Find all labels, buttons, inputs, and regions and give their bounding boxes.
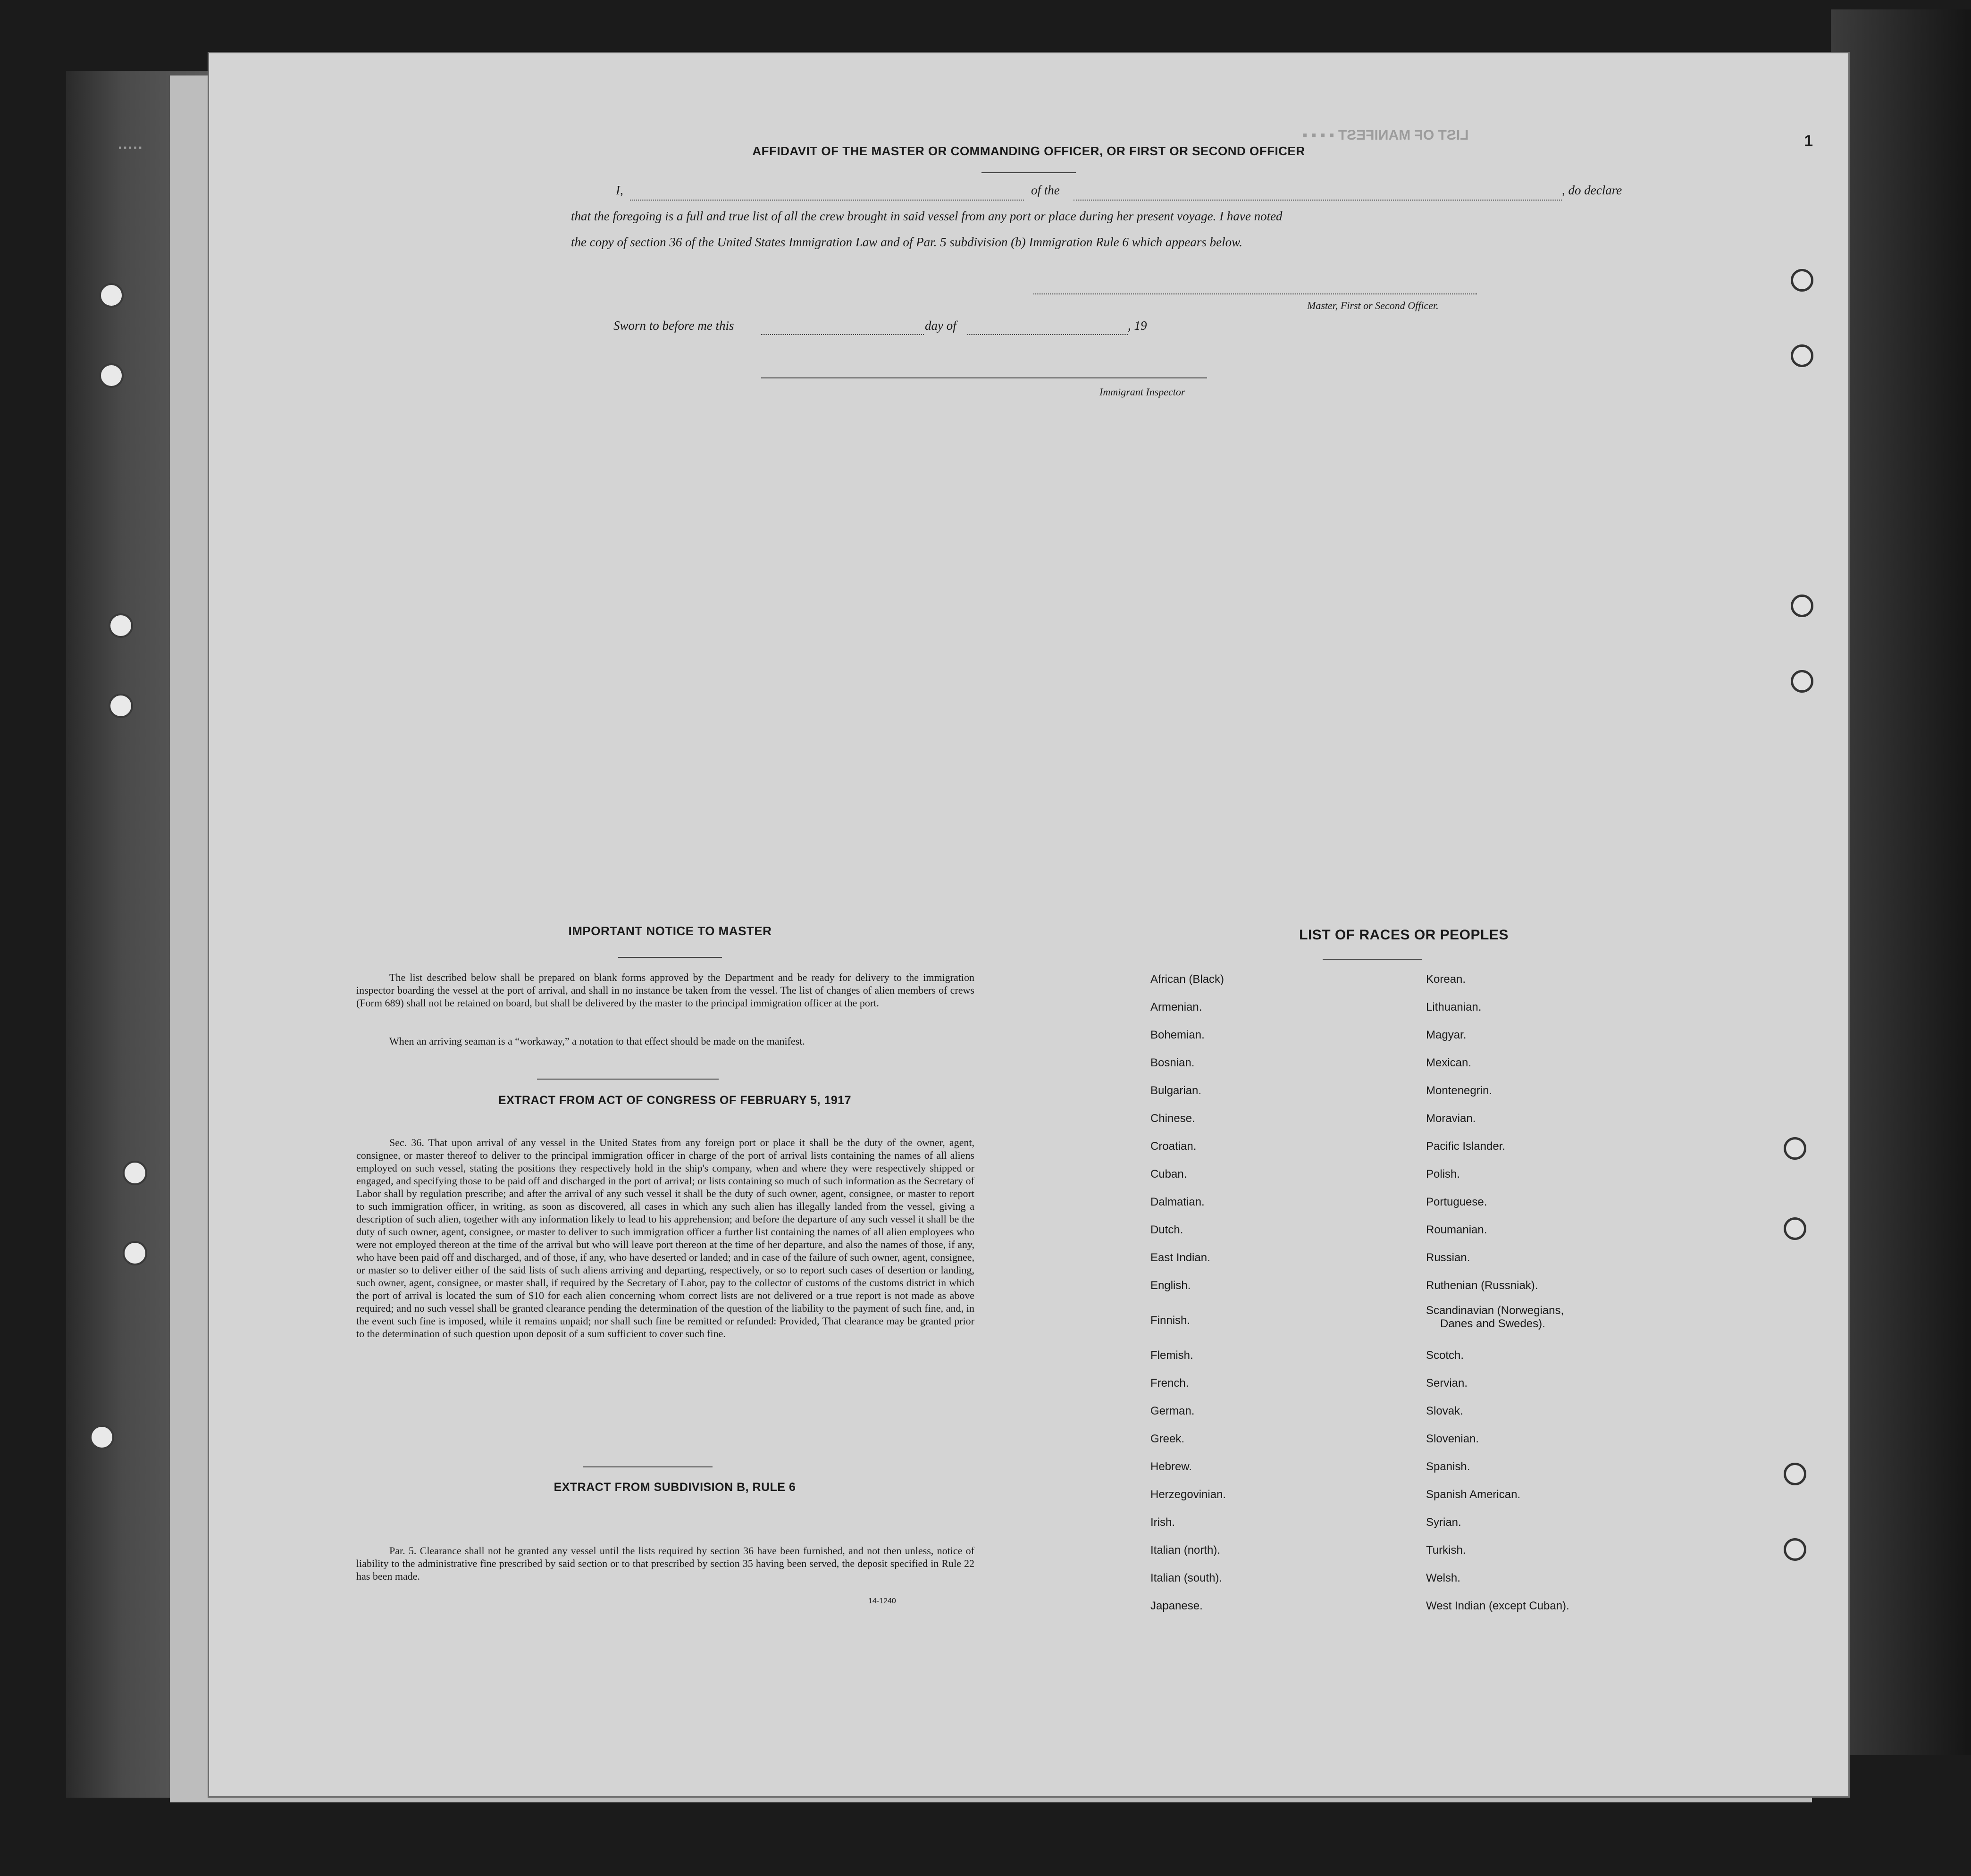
race-item: Irish. [1150, 1516, 1175, 1529]
master-signature-label: Master, First or Second Officer. [1307, 300, 1439, 311]
notice-underline [618, 957, 722, 958]
race-item: West Indian (except Cuban). [1426, 1600, 1569, 1612]
race-item: German. [1150, 1405, 1195, 1417]
race-item: Polish. [1426, 1168, 1460, 1181]
race-item: Russian. [1426, 1251, 1470, 1264]
race-item: Scotch. [1426, 1349, 1464, 1362]
extract-act-title: EXTRACT FROM ACT OF CONGRESS OF FEBRUARY 5, 1917 [498, 1094, 852, 1107]
page-number: 1 [1804, 132, 1813, 150]
inspector-label: Immigrant Inspector [1099, 386, 1185, 398]
punch-hole [1784, 1137, 1806, 1160]
race-item: Lithuanian. [1426, 1001, 1482, 1013]
race-item: Spanish. [1426, 1460, 1470, 1473]
race-item: Portuguese. [1426, 1196, 1487, 1208]
extract-act-text: Sec. 36. That upon arrival of any vessel in the United States from any foreign port or place it shall be the duty of the owner, agent, consignee, or master thereof to deliver to the principal immigration officer in charge of the port of arrival lists containing the names of all aliens employed on such vessel, stating the positions they respectively hold in the ship's company, when and where they were respectively shipped or engaged, and specifying those to be paid off and discharged in the port of arrival; or lists containing so much of such information as the Secretary of Labor shall by regulation prescribe; and after the arrival of any such vessel it shall be the duty of such owner, agent, consignee, or master to report to such immigration officer, in writing, as soon as discovered, all cases in which any such alien has illegally landed from the vessel, giving a description of such alien, together with any information likely to lead to his apprehension; and before the departure of any such vessel it shall be the duty of such owner, agent, consignee, or master to deliver to such immigration officer a further list containing the names of all alien employees who were not employed thereon at the time of the arrival but who will leave port thereon at the time of her departure, and also the names of those, if any, who have been paid off and discharged, and of those, if any, who have deserted or landed; and in case of the failure of such owner, agent, consignee, or master so to deliver either of the said lists of such aliens arriving and departing, respectively, or so to report such cases of desertion or landing, such owner, agent, consignee, or master shall, if required by the Secretary of Labor, pay to the collector of customs of the customs district in which the port of arrival is located the sum of $10 for each alien concerning whom correct lists are not delivered or a true report is not made as above required; and no such vessel shall be granted clearance pending the determination of the question of the liability to the payment of such fine, and, in the event such fine is imposed, while it remains unpaid; nor shall such fine be remitted or refunded: Provided, That clearance may be granted prior to the determination of such question upon deposit of a sum sufficient to cover such fine. [356, 1137, 974, 1340]
punch-hole [99, 363, 124, 388]
sworn-end: , 19 [1128, 318, 1147, 333]
race-item: Magyar. [1426, 1029, 1467, 1041]
extract-rule-title: EXTRACT FROM SUBDIVISION B, RULE 6 [554, 1481, 796, 1494]
punch-hole [1791, 269, 1813, 292]
race-item: Japanese. [1150, 1600, 1203, 1612]
race-item: Pacific Islander. [1426, 1140, 1506, 1153]
race-item: Bulgarian. [1150, 1084, 1202, 1097]
sworn-month-blank [967, 334, 1128, 335]
punch-hole [1791, 595, 1813, 617]
race-item: Syrian. [1426, 1516, 1461, 1529]
title-underline [981, 172, 1076, 173]
race-item: Herzegovinian. [1150, 1488, 1226, 1501]
affidavit-line2: that the foregoing is a full and true list of all the crew brought in said vessel from any port or place during her present voyage. I have noted [571, 209, 1283, 223]
punch-hole [1791, 344, 1813, 367]
race-item: African (Black) [1150, 973, 1225, 986]
race-item: Roumanian. [1426, 1223, 1487, 1236]
race-item: Ruthenian (Russniak). [1426, 1279, 1538, 1292]
punch-hole [99, 283, 124, 308]
race-item: French. [1150, 1377, 1189, 1390]
race-item: English. [1150, 1279, 1191, 1292]
punch-hole [109, 694, 133, 718]
notice-paragraph-2: When an arriving seaman is a “workaway,” a notation to that effect should be made on the manifest. [389, 1035, 805, 1047]
affidavit-line3: the copy of section 36 of the United States Immigration Law and of Par. 5 subdivision (b) Immigration Rule 6 which appears below. [571, 235, 1242, 249]
race-item: Croatian. [1150, 1140, 1197, 1153]
race-item: Bosnian. [1150, 1056, 1195, 1069]
race-item: Slovak. [1426, 1405, 1463, 1417]
race-item: Greek. [1150, 1432, 1185, 1445]
race-item: Finnish. [1150, 1314, 1191, 1327]
race-item: Turkish. [1426, 1544, 1466, 1557]
tab-stub-mark: ····· [118, 139, 143, 156]
punch-hole [109, 613, 133, 638]
affidavit-title: AFFIDAVIT OF THE MASTER OR COMMANDING OFFICER, OR FIRST OR SECOND OFFICER [752, 144, 1305, 158]
right-binder-strip [1831, 9, 1971, 1755]
divider [583, 1466, 713, 1467]
race-item: Korean. [1426, 973, 1466, 986]
race-item: Dutch. [1150, 1223, 1183, 1236]
affidavit-line1-mid: of the [1031, 183, 1060, 197]
race-item: Scandinavian (Norwegians, [1426, 1304, 1564, 1317]
punch-hole [1784, 1538, 1806, 1561]
race-item: Montenegrin. [1426, 1084, 1493, 1097]
race-item: Flemish. [1150, 1349, 1193, 1362]
race-item: Mexican. [1426, 1056, 1472, 1069]
punch-hole [123, 1241, 147, 1265]
race-item: Armenian. [1150, 1001, 1202, 1013]
sworn-day-blank [761, 334, 924, 335]
race-item: Dalmatian. [1150, 1196, 1205, 1208]
race-item: East Indian. [1150, 1251, 1210, 1264]
race-item: Hebrew. [1150, 1460, 1192, 1473]
divider [537, 1079, 719, 1080]
race-item: Bohemian. [1150, 1029, 1205, 1041]
bleed-through-text: LIST OF MANIFEST ▪ ▪ ▪ ▪ [1302, 127, 1469, 143]
name-blank [630, 200, 1024, 201]
notice-title: IMPORTANT NOTICE TO MASTER [568, 924, 772, 938]
race-item: Welsh. [1426, 1572, 1460, 1584]
race-item: Slovenian. [1426, 1432, 1479, 1445]
sworn-mid: day of [925, 318, 956, 333]
form-page [208, 52, 1850, 1798]
race-item: Chinese. [1150, 1112, 1195, 1125]
punch-hole [123, 1161, 147, 1185]
race-item: Danes and Swedes). [1440, 1317, 1545, 1330]
vessel-blank [1074, 200, 1562, 201]
punch-hole [1784, 1463, 1806, 1485]
punch-hole [90, 1425, 114, 1449]
extract-rule-text: Par. 5. Clearance shall not be granted any vessel until the lists required by section 36 have been furnished, and not then unless, notice of liability to the administrative fine prescribed by said section or to that prescribed by section 35 having been served, the deposit specified in Rule 22 has been made. [356, 1545, 974, 1582]
master-signature-line [1033, 293, 1477, 294]
race-item: Spanish American. [1426, 1488, 1521, 1501]
affidavit-line1-start: I, [616, 183, 623, 197]
races-title: LIST OF RACES OR PEOPLES [1299, 927, 1509, 943]
races-underline [1323, 959, 1422, 960]
sworn-start: Sworn to before me this [613, 318, 734, 333]
form-number: 14-1240 [868, 1597, 896, 1605]
punch-hole [1791, 670, 1813, 693]
race-item: Italian (south). [1150, 1572, 1223, 1584]
inspector-signature-line [761, 377, 1207, 378]
race-item: Servian. [1426, 1377, 1468, 1390]
race-item: Moravian. [1426, 1112, 1476, 1125]
affidavit-line1-end: , do declare [1562, 183, 1622, 197]
race-item: Italian (north). [1150, 1544, 1221, 1557]
punch-hole [1784, 1217, 1806, 1240]
notice-paragraph-1: The list described below shall be prepared on blank forms approved by the Department and be ready for delivery to the immigration inspector boarding the vessel at the port of arrival, and shall in no instance be taken from the vessel. The list of changes of alien members of crews (Form 689) shall not be retained on board, but shall be delivered by the master to the principal immigration officer at the port. [356, 972, 974, 1009]
race-item: Cuban. [1150, 1168, 1187, 1181]
